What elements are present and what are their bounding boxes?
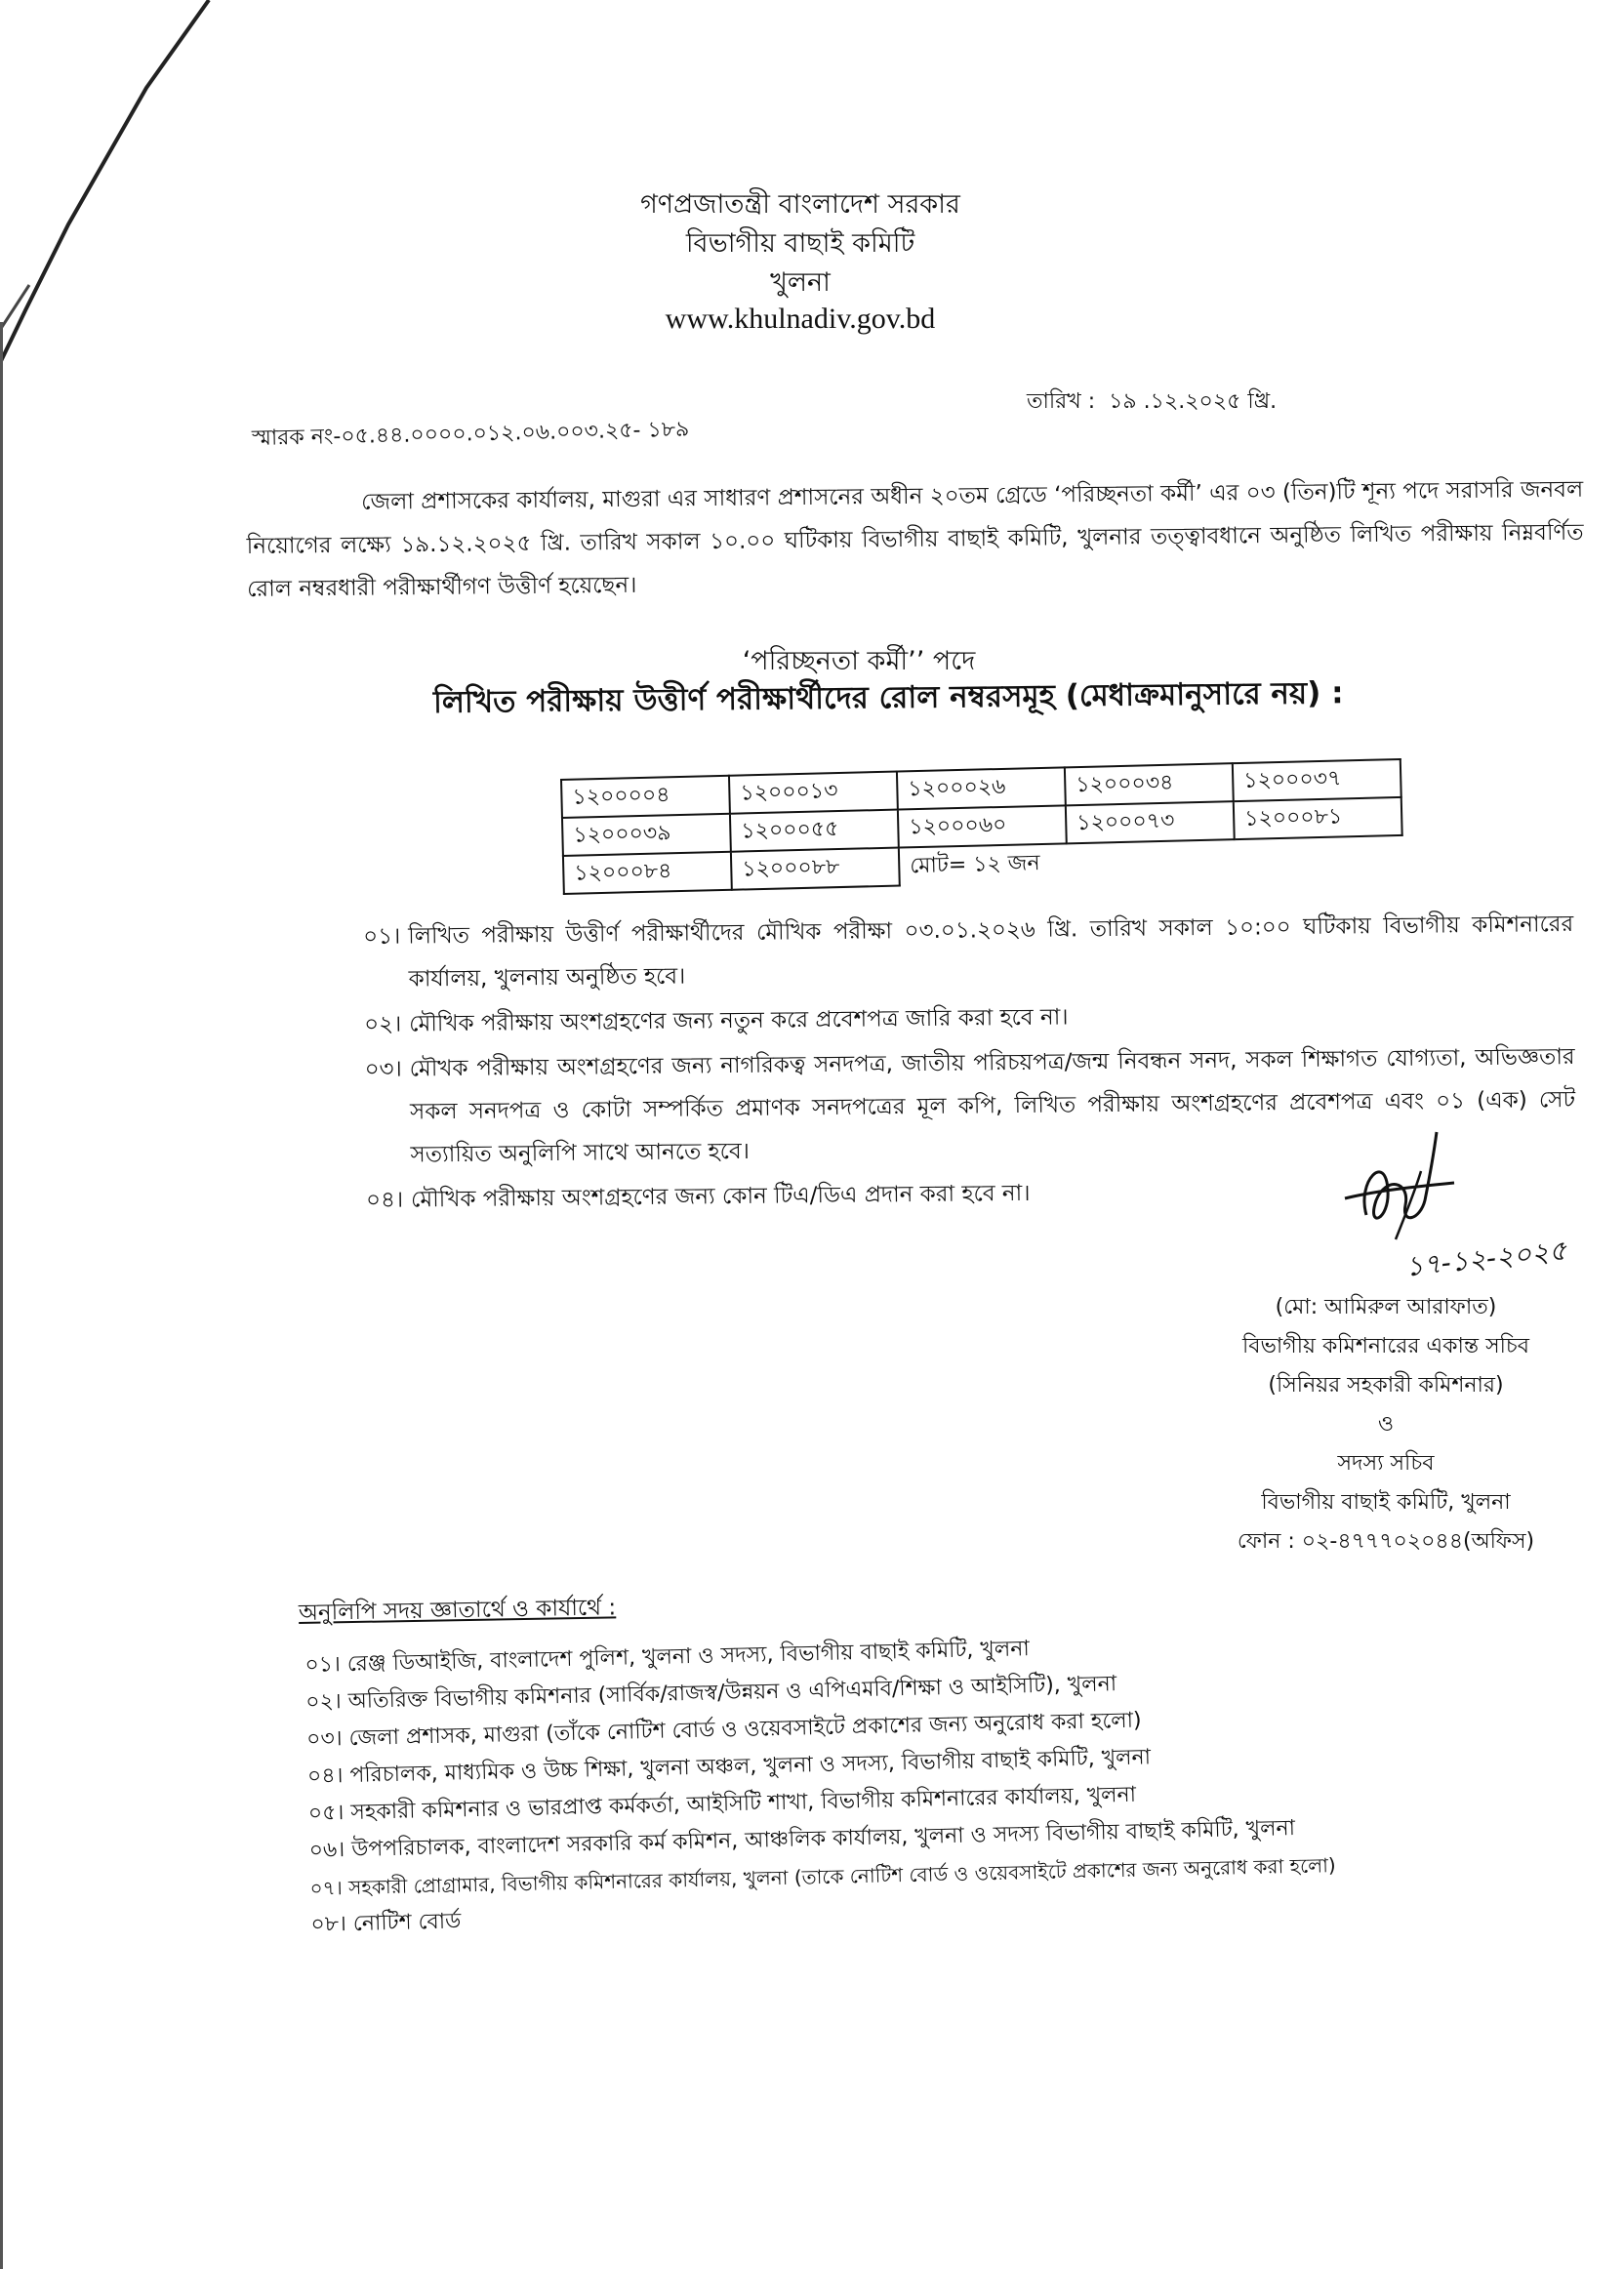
intro-paragraph: জেলা প্রশাসকের কার্যালয়, মাগুরা এর সাধারণ প্রশাসনের অধীন ২০তম গ্রেডে ‘পরিচ্ছনতা কর্মী’ এর ০৩ (তিন)টি শূন্য পদে সরাসরি জনবল নিয়োগের লক্ষ্যে ১৯.১২.২০২৫ খ্রি. তারিখ সকাল ১০.০০ ঘটিকায় বিভাগীয় বাছাই কমিটি, খুলনার তত্ত্বাবধানে অনুষ্ঠিত লিখিত পরীক্ষায় নিম্নবর্ণিত রোল নম্বরধারী পরীক্ষার্থীগণ উত্তীর্ণ হয়েছেন।: [246, 476, 1584, 602]
govt-name: গণপ্রজাতন্ত্রী বাংলাদেশ সরকার: [640, 189, 960, 220]
memo-reference: স্মারক নং-০৫.৪৪.০০০০.০১২.০৬.০০৩.২৫- ১৮৯: [251, 417, 690, 451]
roll-cell: ১২০০০৩৭: [1233, 759, 1401, 801]
roll-cell: ১২০০০২৬: [897, 767, 1066, 809]
roll-cell: ১২০০০৬০: [898, 805, 1067, 847]
committee-name: বিভাগীয় বাছাই কমিটি: [685, 228, 915, 259]
conjunction: ও: [1377, 1412, 1395, 1437]
item-number: ০৩।: [364, 1056, 402, 1082]
website-url: www.khulnadiv.gov.bd: [665, 303, 936, 335]
scan-edge-artifact: [0, 0, 254, 410]
list-item: ০৭। সহকারী প্রোগ্রামার, বিভাগীয় কমিশনারের কার্যালয়, খুলনা (তাকে নোটিশ বোর্ড ও ওয়েবসাইটে প্রকাশের জন্য অনুরোধ করা হলো): [309, 1853, 1336, 1900]
item-text: মৌখিক পরীক্ষায় অংশগ্রহণের জন্য নতুন করে প্রবেশপত্র জারি করা হবে না।: [409, 1004, 1069, 1037]
list-item: ০১। রেঞ্জ ডিআইজি, বাংলাদেশ পুলিশ, খুলনা ও সদস্য, বিভাগীয় বাছাই কমিটি, খুলনা: [304, 1637, 1031, 1678]
signature-date: ১৭-১২-২০২৫: [1403, 1234, 1568, 1283]
roll-cell: ১২০০০০৪: [561, 776, 730, 818]
item-number: ০২।: [364, 1011, 402, 1037]
total-count: মোট= ১২ জন: [899, 835, 1403, 886]
roll-cell: ১২০০০১৩: [729, 772, 898, 814]
item-text: লিখিত পরীক্ষায় উত্তীর্ণ পরীক্ষার্থীদের মৌখিক পরীক্ষা ০৩.০১.২০২৬ খ্রি. তারিখ সকাল ১০:০০ ঘটিকায় বিভাগীয় কমিশনারের কার্যালয়, খুলনায় অনুষ্ঠিত হবে।: [408, 912, 1574, 993]
roll-cell: ১২০০০৮৮: [731, 848, 900, 890]
memo-date: [1027, 385, 1277, 421]
roll-cell: ১২০০০৮১: [1234, 797, 1402, 839]
item-text: মৌখিক পরীক্ষায় অংশগ্রহণের জন্য কোন টিএ/ডিএ প্রদান করা হবে না।: [410, 1180, 1031, 1213]
item-text: মৌখক পরীক্ষায় অংশগ্রহণের জন্য নাগরিকত্ব সনদপত্র, জাতীয় পরিচয়পত্র/জন্ম নিবন্ধন সনদ, সকল শিক্ষাগত যোগ্যতা, অভিজ্ঞতার সকল সনদপত্র ও কোটা সম্পর্কিত প্রমাণক সনদপত্রের মূল কপি, লিখিত পরীক্ষায় অংশগ্রহণের প্রবেশপত্র এবং ০১ (এক) সেট সত্যায়িত অনুলিপি সাথে আনতে হবে।: [409, 1044, 1576, 1168]
list-item: [363, 903, 1574, 1001]
scan-left-border: [0, 322, 14, 2269]
post-heading: ‘পরিচ্ছনতা কর্মী’’ পদে: [742, 646, 976, 676]
signatory-committee: বিভাগীয় বাছাই কমিটি, খুলনা: [1261, 1490, 1511, 1515]
handwritten-signature: [1327, 1122, 1474, 1259]
signatory-phone: ফোন : ০২-৪৭৭৭০২০৪৪(অফিস): [1237, 1529, 1535, 1554]
date-value: ১৯ .১২.২০২৫ খ্রি.: [1109, 389, 1278, 414]
signatory-designation: বিভাগীয় কমিশনারের একান্ত সচিব: [1241, 1334, 1530, 1358]
list-item: ০৮। নোটিশ বোর্ড: [310, 1909, 462, 1937]
list-item: ০৪। পরিচালক, মাধ্যমিক ও উচ্চ শিক্ষা, খুলনা অঞ্চল, খুলনা ও সদস্য, বিভাগীয় বাছাই কমিটি, খুলনা: [306, 1745, 1152, 1789]
signatory-rank: (সিনিয়র সহকারী কমিশনার): [1268, 1373, 1504, 1398]
item-number: ০৪।: [365, 1187, 404, 1213]
copies-heading: অনুলিপি সদয় জ্ঞাতার্থে ও কার্যার্থে :: [298, 1595, 617, 1626]
list-item: ০৫। সহকারী কমিশনার ও ভারপ্রাপ্ত কর্মকর্তা, আইসিটি শাখা, বিভাগীয় কমিশনারের কার্যালয়, খুলনা: [307, 1782, 1137, 1826]
roll-number-table: [560, 758, 1404, 895]
list-item: ০৩। জেলা প্রশাসক, মাগুরা (তাঁকে নোটিশ বোর্ড ও ওয়েবসাইটে প্রকাশের জন্য অনুরোধ করা হলো): [305, 1708, 1142, 1752]
result-title: লিখিত পরীক্ষায় উত্তীর্ণ পরীক্ষার্থীদের রোল নম্বরসমূহ (মেধাক্রমানুসারে নয়) :: [432, 675, 1344, 720]
signatory-name: (মো: আমিরুল আরাফাত): [1275, 1295, 1497, 1319]
date-label: তারিখ :: [1027, 389, 1096, 414]
item-number: ০১।: [363, 923, 401, 950]
letterhead: [547, 185, 1054, 336]
roll-cell: ১২০০০৩৯: [562, 814, 731, 856]
roll-cell: ১২০০০৩৪: [1065, 763, 1234, 805]
roll-cell: ১২০০০৮৪: [563, 852, 732, 894]
list-item: ০২। অতিরিক্ত বিভাগীয় কমিশনার (সার্বিক/রাজস্ব/উন্নয়ন ও এপিএমবি/শিক্ষা ও আইসিটি), খুলনা: [304, 1672, 1117, 1715]
roll-cell: ১২০০০৫৫: [730, 810, 899, 852]
city-name: খুলনা: [770, 267, 831, 298]
list-item: ০৬। উপপরিচালক, বাংলাদেশ সরকারি কর্ম কমিশন, আঞ্চলিক কার্যালয়, খুলনা ও সদস্য বিভাগীয় বাছাই কমিটি, খুলনা: [308, 1816, 1296, 1863]
roll-cell: ১২০০০৭৩: [1066, 801, 1235, 843]
signatory-role: সদস্য সচিব: [1337, 1451, 1435, 1476]
signature-block: [1191, 1288, 1581, 1561]
copies-list: [304, 1624, 1337, 1944]
